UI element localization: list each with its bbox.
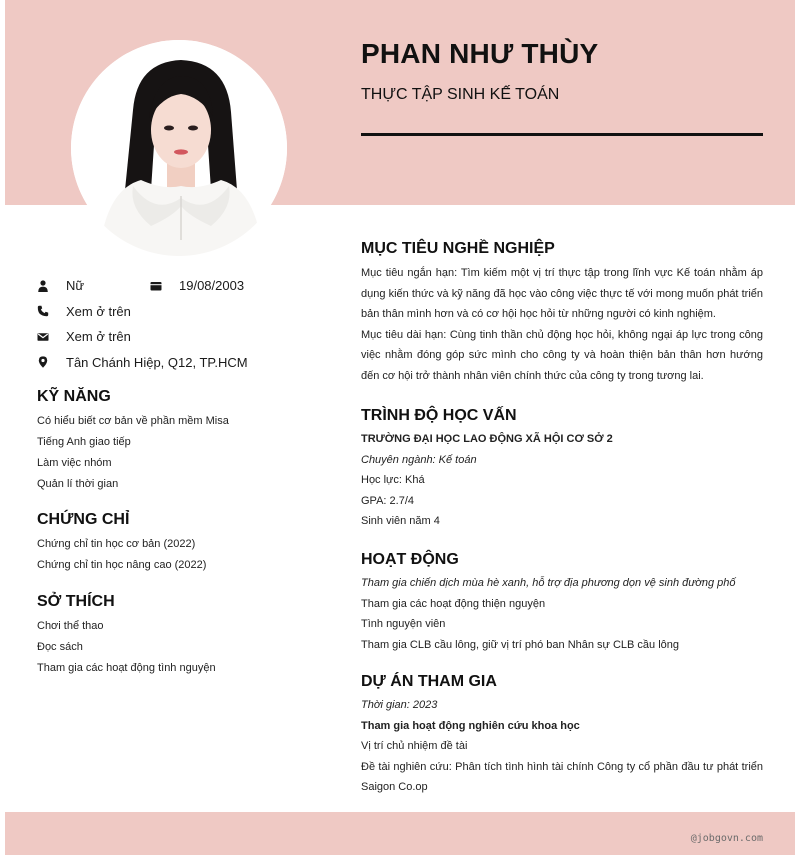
watermark: @jobgovn.com (690, 833, 763, 844)
projects-title: DỰ ÁN THAM GIA (361, 673, 497, 690)
certificates-list (37, 537, 327, 579)
activity-item: Tham gia CLB cầu lông, giữ vị trí phó ban Nhân sự CLB cầu lông (361, 638, 680, 651)
objective-long-term: Mục tiêu dài hạn: Cùng tinh thần chủ động học hỏi, không ngại áp lực trong công việc nhằm đóng góp sức mình cho công ty và hoàn thiện bản thân hơn hướng đến cơ hội trở thành nhân viên chính thức của công ty trong tương lai. (361, 328, 763, 382)
education-title: TRÌNH ĐỘ HỌC VẤN (361, 407, 517, 424)
project-position: Vị trí chủ nhiệm đề tài (361, 740, 468, 752)
contact-info (37, 273, 337, 375)
activities-title: HOẠT ĐỘNG (361, 551, 459, 568)
address-text: Tân Chánh Hiệp, Q12, TP.HCM (66, 354, 248, 370)
project-time: Thời gian: 2023 (361, 699, 438, 711)
contact-row-phone (37, 299, 337, 325)
phone-text[interactable]: Xem ở trên (66, 303, 131, 319)
hobbies-section (37, 593, 327, 682)
candidate-name: PHAN NHƯ THÙY (361, 38, 599, 69)
activities-headline: Tham gia chiến dịch mùa hè xanh, hỗ trợ địa phương dọn vệ sinh đường phố (361, 577, 736, 589)
contact-row-address (37, 350, 337, 376)
gender-text: Nữ (66, 278, 85, 294)
activities-section (361, 551, 763, 655)
objective-title: MỤC TIÊU NGHỀ NGHIỆP (361, 240, 555, 257)
title-divider (361, 133, 763, 136)
certificate-item: Chứng chỉ tin học cơ bản (2022) (37, 538, 196, 550)
activity-item: Tình nguyện viên (361, 618, 446, 630)
certificate-item: Chứng chỉ tin học nâng cao (2022) (37, 559, 207, 571)
hobby-item: Chơi thể thao (37, 620, 104, 632)
email-text[interactable]: Xem ở trên (66, 329, 131, 345)
education-school: TRƯỜNG ĐẠI HỌC LAO ĐỘNG XÃ HỘI CƠ SỞ 2 (361, 433, 613, 445)
skill-item: Tiếng Anh giao tiếp (37, 436, 131, 448)
certificates-title: CHỨNG CHỈ (37, 511, 130, 528)
skill-item: Làm việc nhóm (37, 457, 112, 469)
objective-short-term: Mục tiêu ngắn hạn: Tìm kiếm một vị trí thực tập trong lĩnh vực Kế toán nhằm áp dụng kiến thức và kỹ năng đã học vào công việc thực tế với mong muốn phát triển bản thân mình hơn và có cơ hội học hỏi từ những người có kinh nghiệm. (361, 267, 763, 320)
education-section (361, 407, 763, 532)
skill-item: Quản lí thời gian (37, 478, 119, 490)
person-icon (37, 280, 49, 292)
skills-section (37, 388, 327, 498)
certificates-section (37, 511, 327, 579)
candidate-role: THỰC TẬP SINH KẾ TOÁN (361, 86, 560, 103)
education-year: Sinh viên năm 4 (361, 515, 440, 527)
skills-list (37, 414, 327, 498)
profile-photo (71, 40, 287, 256)
projects-section (361, 673, 763, 798)
hobbies-list (37, 619, 327, 682)
footer-band (5, 812, 795, 855)
education-major: Chuyên ngành: Kế toán (361, 453, 477, 466)
skills-title: KỸ NĂNG (37, 388, 111, 405)
calendar-icon (150, 280, 162, 292)
contact-row-gender-dob (37, 273, 337, 299)
project-topic: Đề tài nghiên cứu: Phân tích tình hình tài chính Công ty cổ phần đầu tư phát triển Saigon Co.op (361, 760, 763, 793)
contact-row-email (37, 324, 337, 350)
dob-text: 19/08/2003 (179, 278, 245, 294)
skill-item: Có hiểu biết cơ bản về phần mềm Misa (37, 415, 229, 427)
education-rank: Học lực: Khá (361, 474, 425, 486)
objective-section (361, 240, 763, 386)
phone-icon (37, 305, 49, 317)
activity-item: Tham gia các hoạt động thiện nguyện (361, 597, 546, 610)
project-name: Tham gia hoạt động nghiên cứu khoa học (361, 719, 580, 732)
hobby-item: Tham gia các hoạt động tình nguyện (37, 662, 216, 674)
hobbies-title: SỞ THÍCH (37, 593, 115, 610)
education-gpa: GPA: 2.7/4 (361, 494, 414, 507)
envelope-icon (37, 331, 49, 343)
hobby-item: Đọc sách (37, 641, 83, 653)
map-pin-icon (37, 356, 49, 368)
